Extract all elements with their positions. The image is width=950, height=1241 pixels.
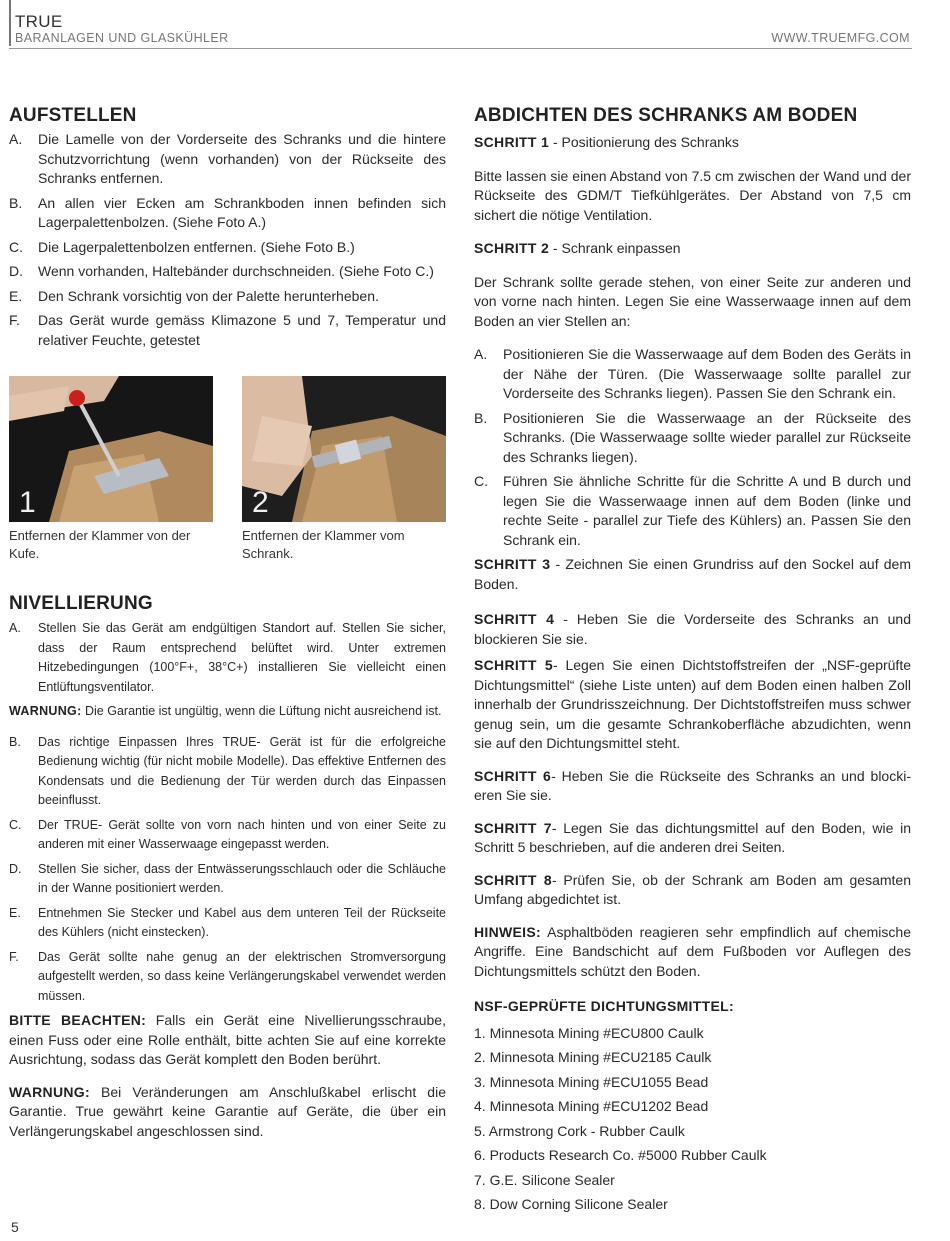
list-text: Die Lamelle von der Vorderseite des Schranks und die hintere Schutzvorrichtung (wenn vorhanden) von der Rückseite des Schranks entfernen. bbox=[38, 131, 446, 186]
list-text: Positionieren Sie die Wasserwaage auf dem Boden des Geräts in der Nähe der Türen. (Die Wasserwaage sollte parallel zur Vorderseite des Schranks liegen). Passen Sie den Schrank ein. bbox=[503, 346, 911, 401]
list-text: Der TRUE- Gerät sollte von vorn nach hinten und von einer Seite zu anderen mit einer Wasserwaage eingepasst werden. bbox=[38, 817, 446, 851]
step-7 bbox=[474, 819, 911, 858]
list-item bbox=[9, 262, 446, 282]
list-text: Das richtige Einpassen Ihres TRUE- Gerät ist für die erfolgreiche Bedienung wichtig (für nicht mobile Modelle). Das effektive Entfernen des Kondensats und die Bedienung der Tür werden durch das Einpassen beeinflusst. bbox=[38, 734, 446, 807]
nsf-sealant-list bbox=[474, 1021, 911, 1217]
header-subtitle: BARANLAGEN UND GLASKÜHLER bbox=[15, 31, 229, 45]
step-2-heading bbox=[474, 239, 911, 259]
list-key: B. bbox=[9, 194, 23, 211]
header-divider bbox=[9, 48, 912, 49]
photo-row bbox=[9, 376, 446, 563]
step-2-list bbox=[474, 345, 911, 550]
step-text: - Prüfen Sie, ob der Schrank am Boden am gesamten Umfang abgedichtet ist. bbox=[474, 871, 911, 907]
list-text: Das Gerät sollte nahe genug an der elektrischen Stromversorgung aufgestellt werden, so dass keine Verlängerungskabel verwendet werden müssen. bbox=[38, 949, 446, 1003]
list-item bbox=[474, 409, 911, 468]
step-2-text: Der Schrank sollte gerade stehen, von einer Seite zur anderen und von vorne nach hinten. Legen Sie eine Wasserwaage innen auf dem Boden an vier Stellen an: bbox=[474, 273, 911, 329]
list-key: D. bbox=[9, 861, 22, 876]
list-text: Wenn vorhanden, Haltebänder durchschneiden. (Siehe Foto C.) bbox=[38, 263, 434, 279]
list-key: E. bbox=[9, 905, 21, 920]
step-8 bbox=[474, 871, 911, 910]
header-accent-bar bbox=[9, 0, 11, 46]
list-text: Die Lagerpalettenbolzen entfernen. (Siehe Foto B.) bbox=[38, 238, 355, 255]
step-label: SCHRITT 5 bbox=[474, 657, 553, 673]
photo-caption: Entfernen der Klammer von der Kufe. bbox=[9, 528, 191, 561]
step-1-heading bbox=[474, 133, 911, 153]
warning-text: Bei Veränderungen am Anschlußkabel erlischt die Garantie. True gewährt keine Garantie auf Geräte, die über ein Verlängerungskabel angeschlossen sind. bbox=[9, 1083, 446, 1139]
list-text: Führen Sie ähnliche Schritte für die Schritte A und B durch und legen Sie die Wasserwaage innen auf dem Boden (linke und rechte Seite - parallel zur Tiefe des Kühlers) an. Passen Sie den Schrank ein. bbox=[503, 473, 911, 548]
right-column bbox=[474, 105, 911, 1217]
warning-text: Die Garantie ist ungültig, wenn die Lüftung nicht ausreichend ist. bbox=[81, 704, 442, 718]
step-heading: - Schrank einpassen bbox=[549, 240, 681, 256]
list-key: D. bbox=[9, 263, 23, 279]
note-label: BITTE BEACHTEN: bbox=[9, 1012, 147, 1028]
left-column bbox=[9, 105, 446, 1141]
list-key: F. bbox=[9, 949, 19, 964]
list-item: 8. Dow Corning Silicone Sealer bbox=[474, 1196, 668, 1212]
nivellierung-list-a bbox=[9, 619, 446, 697]
photo-1-image bbox=[9, 376, 213, 522]
list-item bbox=[474, 472, 911, 550]
step-label: SCHRITT 7 bbox=[474, 819, 552, 836]
list-key: A. bbox=[9, 131, 23, 147]
list-item bbox=[9, 948, 446, 1007]
list-key: C. bbox=[9, 238, 23, 255]
aufstellen-list bbox=[9, 130, 446, 350]
step-text: - Legen Sie einen Dichtstoffstreifen der „NSF-geprüfte Dichtungsmittel“ (siehe Liste unten) auf dem Boden einen halben Zoll innerhalb der Grundrisszeichnung. Der Dichtstoffstreifen muss schwer genug sein, um die gesamte Schrankoberfläche abzudichten, wenn sie auf den Dichtungsmittel steht. bbox=[474, 657, 911, 751]
step-label: SCHRITT 2 bbox=[474, 240, 550, 256]
step-5 bbox=[474, 656, 911, 754]
list-item bbox=[9, 619, 446, 697]
photo-caption: Entfernen der Klammer vom Schrank. bbox=[242, 528, 405, 561]
photo-number: 1 bbox=[19, 486, 36, 519]
section-title-aufstellen: AUFSTELLEN bbox=[9, 105, 137, 126]
warning-label: WARNUNG: bbox=[9, 1083, 90, 1100]
list-item bbox=[9, 733, 446, 811]
hinweis-label: HINWEIS: bbox=[474, 923, 541, 940]
list-text: Stellen Sie sicher, dass der Entwässerungsschlauch oder die Schläuche in der Wanne positioniert werden. bbox=[38, 861, 446, 895]
step-heading: - Positionierung des Schranks bbox=[549, 134, 739, 150]
step-label: SCHRITT 4 bbox=[474, 611, 555, 627]
header-url[interactable]: WWW.TRUEMFG.COM bbox=[771, 31, 910, 45]
list-item bbox=[9, 238, 446, 258]
warning-label: WARNUNG: bbox=[9, 704, 82, 718]
list-item: 7. G.E. Silicone Sealer bbox=[474, 1171, 615, 1188]
list-key: B. bbox=[9, 734, 21, 749]
list-item bbox=[474, 345, 911, 404]
list-key: B. bbox=[474, 409, 488, 426]
list-item bbox=[9, 816, 446, 855]
list-text: Positionieren Sie die Wasserwaage an der Rückseite des Schranks. (Die Wasserwaage sollte wieder parallel zur Rückseite des Schranks liegen). bbox=[503, 409, 911, 465]
step-1-text: Bitte lassen sie einen Abstand von 7.5 cm zwischen der Wand und der Rückseite des GDM/T Tiefkühlgerätes. Der Abstand von 7,5 cm sichert die nötige Ventilation. bbox=[474, 167, 911, 223]
step-text: - Heben Sie die Vorderseite des Schranks an und blockieren Sie sie. bbox=[474, 611, 911, 647]
list-key: C. bbox=[474, 473, 488, 489]
photo-2-image bbox=[242, 376, 446, 522]
step-3 bbox=[474, 555, 911, 594]
warning-ventilation bbox=[9, 702, 446, 722]
list-text: Entnehmen Sie Stecker und Kabel aus dem unteren Teil der Rückseite des Kühlers (nicht einstecken). bbox=[38, 905, 446, 939]
list-item bbox=[9, 194, 446, 233]
list-text: Stellen Sie das Gerät am endgültigen Standort auf. Stellen Sie sicher, dass der Raum entsprechend belüftet wird. Unter extremen Hitzebedingungen (100°F+, 38°C+) installieren Sie vielleicht einen Entlüftungsventilator. bbox=[38, 621, 446, 694]
note-bitte-beachten bbox=[9, 1011, 446, 1070]
nsf-title bbox=[474, 997, 911, 1017]
list-key: E. bbox=[9, 287, 23, 304]
list-key: A. bbox=[474, 346, 488, 362]
nivellierung-list bbox=[9, 733, 446, 1007]
list-item: 4. Minnesota Mining #ECU1202 Bead bbox=[474, 1098, 709, 1114]
list-item: 6. Products Research Co. #5000 Rubber Caulk bbox=[474, 1147, 767, 1163]
list-item: 5. Armstrong Cork - Rubber Caulk bbox=[474, 1122, 685, 1139]
section-title-nivellierung: NIVELLIERUNG bbox=[9, 593, 153, 614]
step-text: - Heben Sie die Rückseite des Schranks an und blocki-eren Sie sie. bbox=[474, 767, 911, 803]
list-item bbox=[9, 130, 446, 189]
list-item bbox=[9, 904, 446, 943]
list-key: A. bbox=[9, 621, 21, 635]
brand-name: TRUE bbox=[15, 12, 63, 31]
step-text: - Zeichnen Sie einen Grundriss auf den Sockel auf dem Boden. bbox=[474, 556, 911, 592]
note-text: Falls ein Gerät eine Nivellierungsschraube, einen Fuss oder eine Rolle enthält, bitte achten Sie auf eine korrekte Ausrichtung, sodass das Gerät komplett den Boden berührt. bbox=[9, 1012, 446, 1067]
step-4 bbox=[474, 610, 911, 649]
list-key: F. bbox=[9, 312, 20, 328]
step-label: SCHRITT 8 bbox=[474, 871, 552, 888]
list-text: An allen vier Ecken am Schrankboden innen befinden sich Lagerpalettenbolzen. (Siehe Foto A.) bbox=[38, 194, 446, 230]
step-label: SCHRITT 3 bbox=[474, 556, 551, 572]
section-title-abdichten: ABDICHTEN DES SCHRANKS AM BODEN bbox=[474, 105, 858, 126]
list-key: C. bbox=[9, 817, 22, 832]
page-number: 5 bbox=[11, 1219, 19, 1235]
list-text: Das Gerät wurde gemäss Klimazone 5 und 7, Temperatur und relativer Feuchte, getestet bbox=[38, 312, 446, 348]
photo-2 bbox=[242, 376, 446, 563]
nsf-title-label: NSF-GEPRÜFTE DICHTUNGSMITTEL: bbox=[474, 998, 734, 1014]
list-text: Den Schrank vorsichtig von der Palette herunterheben. bbox=[38, 287, 379, 304]
hinweis bbox=[474, 923, 911, 982]
list-item: 1. Minnesota Mining #ECU800 Caulk bbox=[474, 1024, 704, 1041]
hinweis-text: Asphaltböden reagieren sehr empfindlich auf chemische Angriffe. Eine Bandschicht auf dem Fußboden vor Auflegen des Dichtungsmittels schützt den Boden. bbox=[474, 923, 911, 979]
photo-number: 2 bbox=[252, 486, 269, 519]
step-label: SCHRITT 6 bbox=[474, 767, 552, 784]
step-label: SCHRITT 1 bbox=[474, 134, 550, 150]
list-item: 3. Minnesota Mining #ECU1055 Bead bbox=[474, 1073, 709, 1090]
list-item: 2. Minnesota Mining #ECU2185 Caulk bbox=[474, 1049, 712, 1065]
list-item bbox=[9, 860, 446, 899]
photo-1 bbox=[9, 376, 213, 563]
list-item bbox=[9, 311, 446, 350]
warning-cable bbox=[9, 1083, 446, 1142]
step-6 bbox=[474, 767, 911, 806]
step-text: - Legen Sie das dichtungsmittel auf den Boden, wie in Schritt 5 beschrieben, auf die anderen drei Seiten. bbox=[474, 819, 911, 855]
list-item bbox=[9, 287, 446, 307]
